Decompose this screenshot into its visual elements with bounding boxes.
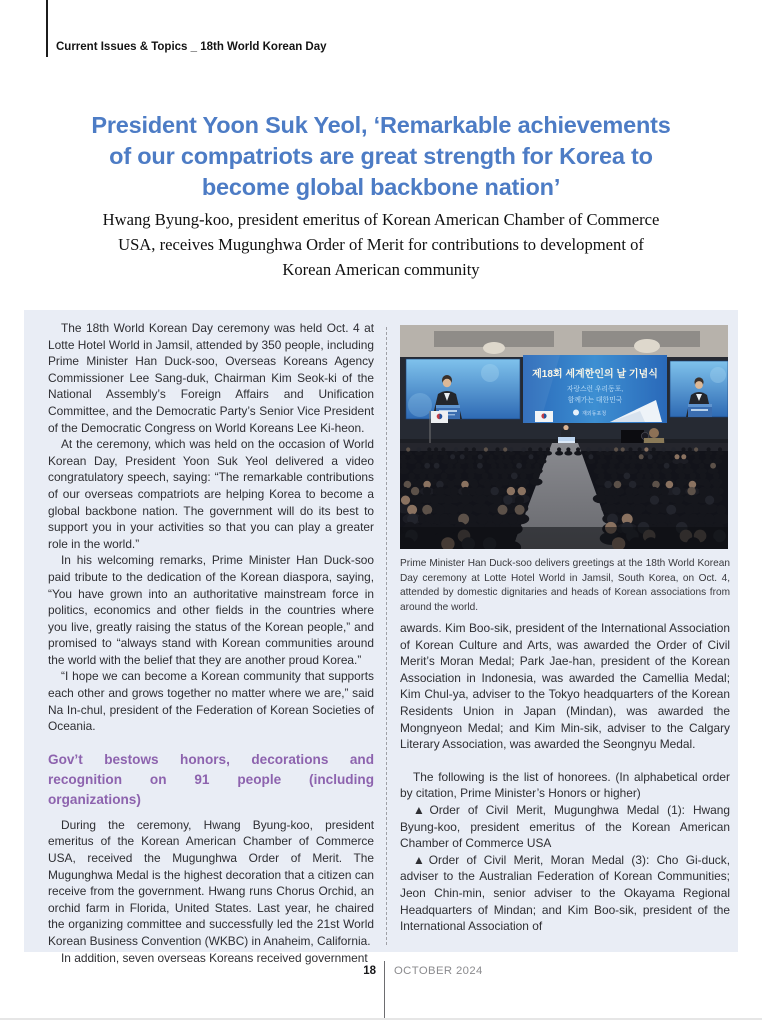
chandelier-icon bbox=[483, 342, 505, 354]
ceiling bbox=[400, 325, 728, 359]
section-subheading: Gov’t bestows honors, decorations and recognition on 91 people (including organizations) bbox=[48, 751, 374, 807]
paragraph: ▲Order of Civil Merit, Mugunghwa Medal (1): Hwang Byung-koo, president emeritus of the Korean American Chamber of Commerce USA bbox=[400, 802, 730, 851]
paragraph: In his welcoming remarks, Prime Minister Han Duck-soo paid tribute to the dedication of the Korean diaspora, saying, “You have grown into an authoritative mainstream force in politics, economics and other fields in the countries where you live, greatly raising the status of the Korean people,” and promised to “always stand with Korean communities around the world with the belief that they are another proud Korea.” bbox=[48, 553, 374, 667]
chandelier-icon bbox=[634, 339, 660, 353]
headline-line: of our compatriots are great strength for Korea to bbox=[109, 143, 653, 169]
section-kicker: Current Issues & Topics _ 18th World Korean Day bbox=[56, 41, 327, 53]
headline-line: President Yoon Suk Yeol, ‘Remarkable achievements bbox=[91, 112, 671, 138]
paragraph: The 18th World Korean Day ceremony was held Oct. 4 at Lotte Hotel World in Jamsil, attended by 350 people, including Prime Minister Han Duck-soo, Overseas Koreans Agency Commissioner Lee Sang-duk, Chairman Kim Seok-ki of the National Assembly’s Foreign Affairs and Unification Committee, and the Democratic Party’s Senior Vice President of the Democratic Congress on World Koreans Lee Ki-heon. bbox=[48, 321, 374, 435]
issue-label: OCTOBER 2024 bbox=[394, 965, 483, 977]
subtitle-line: USA, receives Mugunghwa Order of Merit for contributions to development of bbox=[118, 235, 644, 254]
paragraph: awards. Kim Boo-sik, president of the International Association of Korean Culture and Arts, was awarded the Order of Civil Merit’s Moran Medal; Park Jae-han, president of the Korean Association in Indonesia, was awarded the Camellia Medal; Kim Chul-ya, adviser to the Tokyo headquarters of the Korean Residents Union in Japan (Mindan), was awarded the Mongnyeon Medal; and Kim Min-sik, adviser to the Calgary Literary Association, was awarded the Seongnyu Medal. bbox=[400, 621, 730, 752]
banner-subtitle: 함께가는 대한민국 bbox=[567, 397, 623, 404]
article-column-right bbox=[400, 620, 730, 935]
paragraph: ▲Order of Civil Merit, Moran Medal (3): Cho Gi-duck, adviser to the Australian Federation of Korean Communities; Jeon Chin-min, senior adviser to the Okayama Regional Headquarters of Mindan; and Kim Boo-sik, president of the International Association of bbox=[400, 852, 730, 934]
article-subtitle bbox=[71, 207, 691, 282]
paragraph: In addition, seven overseas Koreans received government bbox=[61, 950, 368, 965]
banner-screen bbox=[523, 355, 667, 423]
paragraph: The following is the list of honorees. (In alphabetical order by citation, Prime Minister’s Honors or higher) bbox=[400, 769, 730, 801]
photo-caption: Prime Minister Han Duck-soo delivers greetings at the 18th World Korean Day ceremony at Lotte Hotel World in Jamsil, South Korea, on Oct. 4, attended by domestic dignitaries and heads of Korean associations from around the world. bbox=[400, 558, 730, 613]
subtitle-line: Korean American community bbox=[282, 260, 480, 279]
side-screen-right bbox=[670, 361, 728, 417]
headline-line: become global backbone nation’ bbox=[201, 174, 561, 200]
korean-flag-graphic bbox=[535, 411, 553, 422]
article-headline bbox=[71, 110, 691, 203]
paragraph: “I hope we can become a Korean community that supports each other and grows together no matter where we are,” said Na In-chul, president of the Federation of Korean Societies of Oceania. bbox=[48, 669, 374, 734]
header-rule bbox=[46, 0, 48, 57]
page-number: 18 bbox=[363, 965, 376, 977]
paragraph: During the ceremony, Hwang Byung-koo, president emeritus of the Korean American Chamber of Commerce USA, received the Mugunghwa Order of Merit. The Mugunghwa Medal is the highest decoration that a citizen can receive from the government. Hwang runs Chorus Orchid, an orchid farm in Florida, United States. Last year, he chaired the organizing committee and successfully led the 21st World Korean Business Convention (WKBC) in Anaheim, California. bbox=[48, 817, 374, 948]
paragraph: At the ceremony, which was held on the occasion of World Korean Day, President Yoon Suk Yeol delivered a video congratulatory speech, saying: “The remarkable contributions of our overseas compatriots are helping Korea to become a global backbone nation. The government will do its best to support you in your activities so that you can play a greater role in the world.” bbox=[48, 437, 374, 551]
article-column-left bbox=[48, 320, 374, 966]
banner-org: 재외동포청 bbox=[582, 411, 607, 417]
ceremony-photo bbox=[400, 325, 728, 549]
side-screen-left bbox=[406, 359, 520, 419]
agency-emblem-icon bbox=[573, 410, 579, 416]
subtitle-line: Hwang Byung-koo, president emeritus of Korean American Chamber of Commerce bbox=[102, 210, 660, 229]
banner-title: 제18회 세계한인의 날 기념식 bbox=[532, 369, 658, 380]
column-divider bbox=[386, 327, 387, 945]
footer-rule bbox=[384, 961, 385, 1020]
banner-subtitle: 자랑스런 우리동포, bbox=[566, 386, 624, 393]
